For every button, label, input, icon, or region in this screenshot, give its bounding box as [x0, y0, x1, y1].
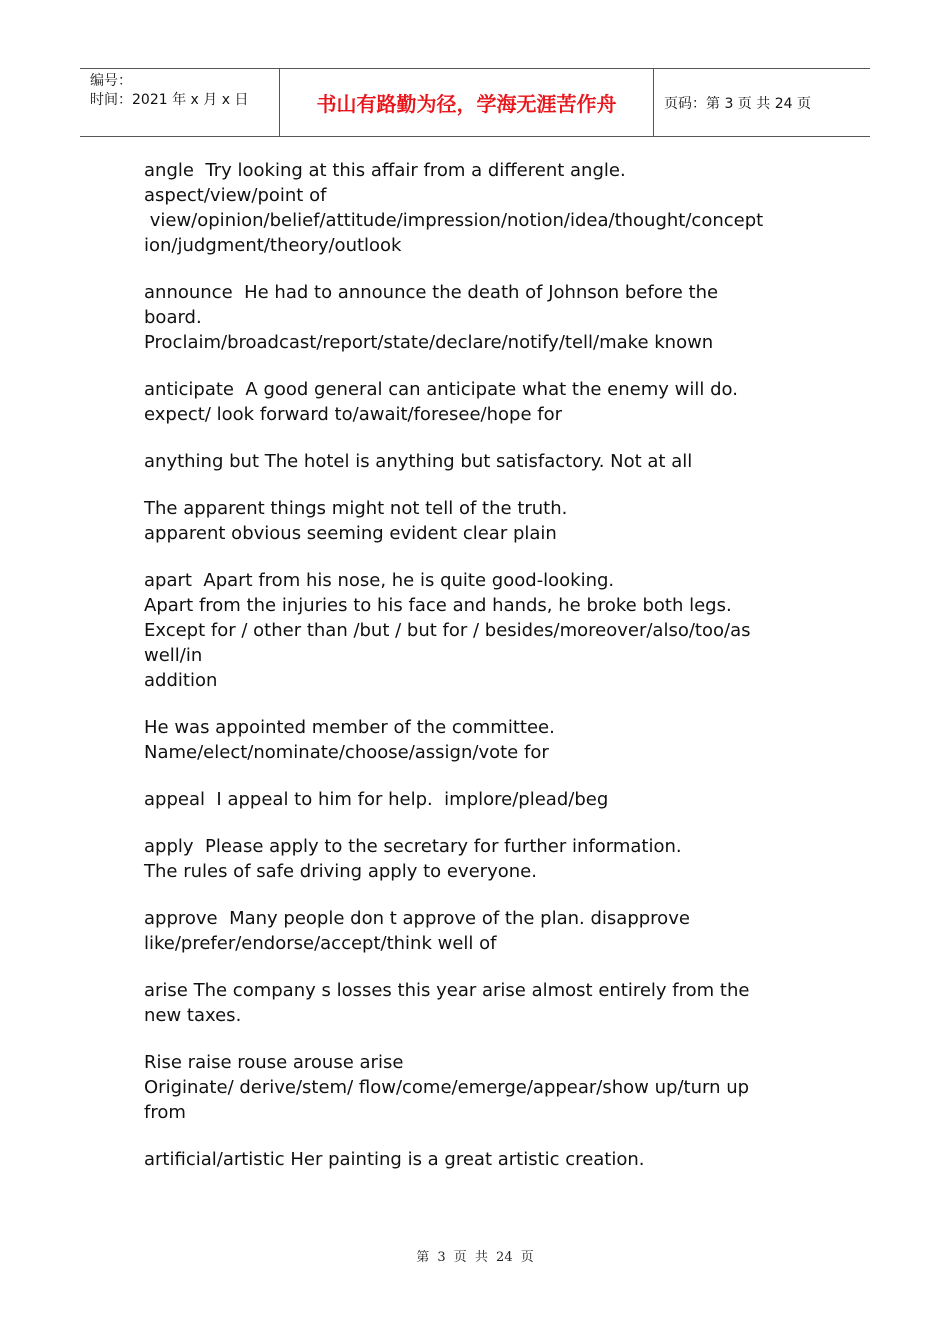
entry-line: Originate/ derive/stem/ flow/come/emerge/appear/show up/turn up [144, 1077, 750, 1098]
entry-line: Except for / other than /but / but for / besides/moreover/also/too/as [144, 620, 751, 641]
entry-line: like/prefer/endorse/accept/think well of [144, 933, 497, 954]
vocabulary-entry [144, 834, 824, 884]
vocabulary-entry [144, 1050, 824, 1125]
entry-line: The rules of safe driving apply to everyone. [144, 861, 537, 882]
entry-line: ion/judgment/theory/outlook [144, 235, 402, 256]
entry-line: angle Try looking at this affair from a different angle. [144, 160, 626, 181]
entry-line: expect/ look forward to/await/foresee/hope for [144, 404, 563, 425]
vocabulary-entry [144, 1147, 824, 1172]
entry-line: apply Please apply to the secretary for further information. [144, 836, 682, 857]
entry-line: well/in [144, 645, 203, 666]
vocabulary-entry [144, 449, 824, 474]
date-label: 时间：2021 年 x 月 x 日 [90, 92, 249, 108]
header-motto: 书山有路勤为径，学海无涯苦作舟 [280, 69, 654, 136]
entry-line: anticipate A good general can anticipate what the enemy will do. [144, 379, 738, 400]
vocabulary-list [144, 158, 824, 1194]
entry-line: The apparent things might not tell of the truth. [144, 498, 568, 519]
document-header [80, 68, 870, 137]
vocabulary-entry [144, 715, 824, 765]
entry-line: Proclaim/broadcast/report/state/declare/notify/tell/make known [144, 332, 714, 353]
entry-line: Name/elect/nominate/choose/assign/vote for [144, 742, 549, 763]
vocabulary-entry [144, 377, 824, 427]
entry-line: Apart from the injuries to his face and hands, he broke both legs. [144, 595, 732, 616]
header-page-info: 页码：第 3 页 共 24 页 [664, 95, 811, 112]
header-meta [80, 69, 280, 136]
entry-line: announce He had to announce the death of Johnson before the [144, 282, 719, 303]
vocabulary-entry [144, 568, 824, 693]
entry-line: new taxes. [144, 1005, 242, 1026]
vocabulary-entry [144, 158, 824, 258]
entry-line: artificial/artistic Her painting is a great artistic creation. [144, 1149, 645, 1170]
vocabulary-entry [144, 280, 824, 355]
page-footer: 第 3 页 共 24 页 [416, 1250, 534, 1265]
entry-line: Rise raise rouse arouse arise [144, 1052, 404, 1073]
entry-line: addition [144, 670, 218, 691]
entry-line: appeal I appeal to him for help. implore/plead/beg [144, 789, 609, 810]
entry-line: apparent obvious seeming evident clear plain [144, 523, 557, 544]
entry-line: anything but The hotel is anything but satisfactory. Not at all [144, 451, 693, 472]
vocabulary-entry [144, 978, 824, 1028]
entry-line: arise The company s losses this year arise almost entirely from the [144, 980, 750, 1001]
vocabulary-entry [144, 787, 824, 812]
number-label: 编号： [90, 73, 132, 89]
entry-line: from [144, 1102, 186, 1123]
entry-line: aspect/view/point of [144, 185, 327, 206]
entry-line: view/opinion/belief/attitude/impression/notion/idea/thought/concept [144, 210, 764, 231]
entry-line: apart Apart from his nose, he is quite good-looking. [144, 570, 615, 591]
vocabulary-entry [144, 496, 824, 546]
entry-line: He was appointed member of the committee. [144, 717, 555, 738]
entry-line: approve Many people don t approve of the plan. disapprove [144, 908, 690, 929]
entry-line: board. [144, 307, 202, 328]
vocabulary-entry [144, 906, 824, 956]
